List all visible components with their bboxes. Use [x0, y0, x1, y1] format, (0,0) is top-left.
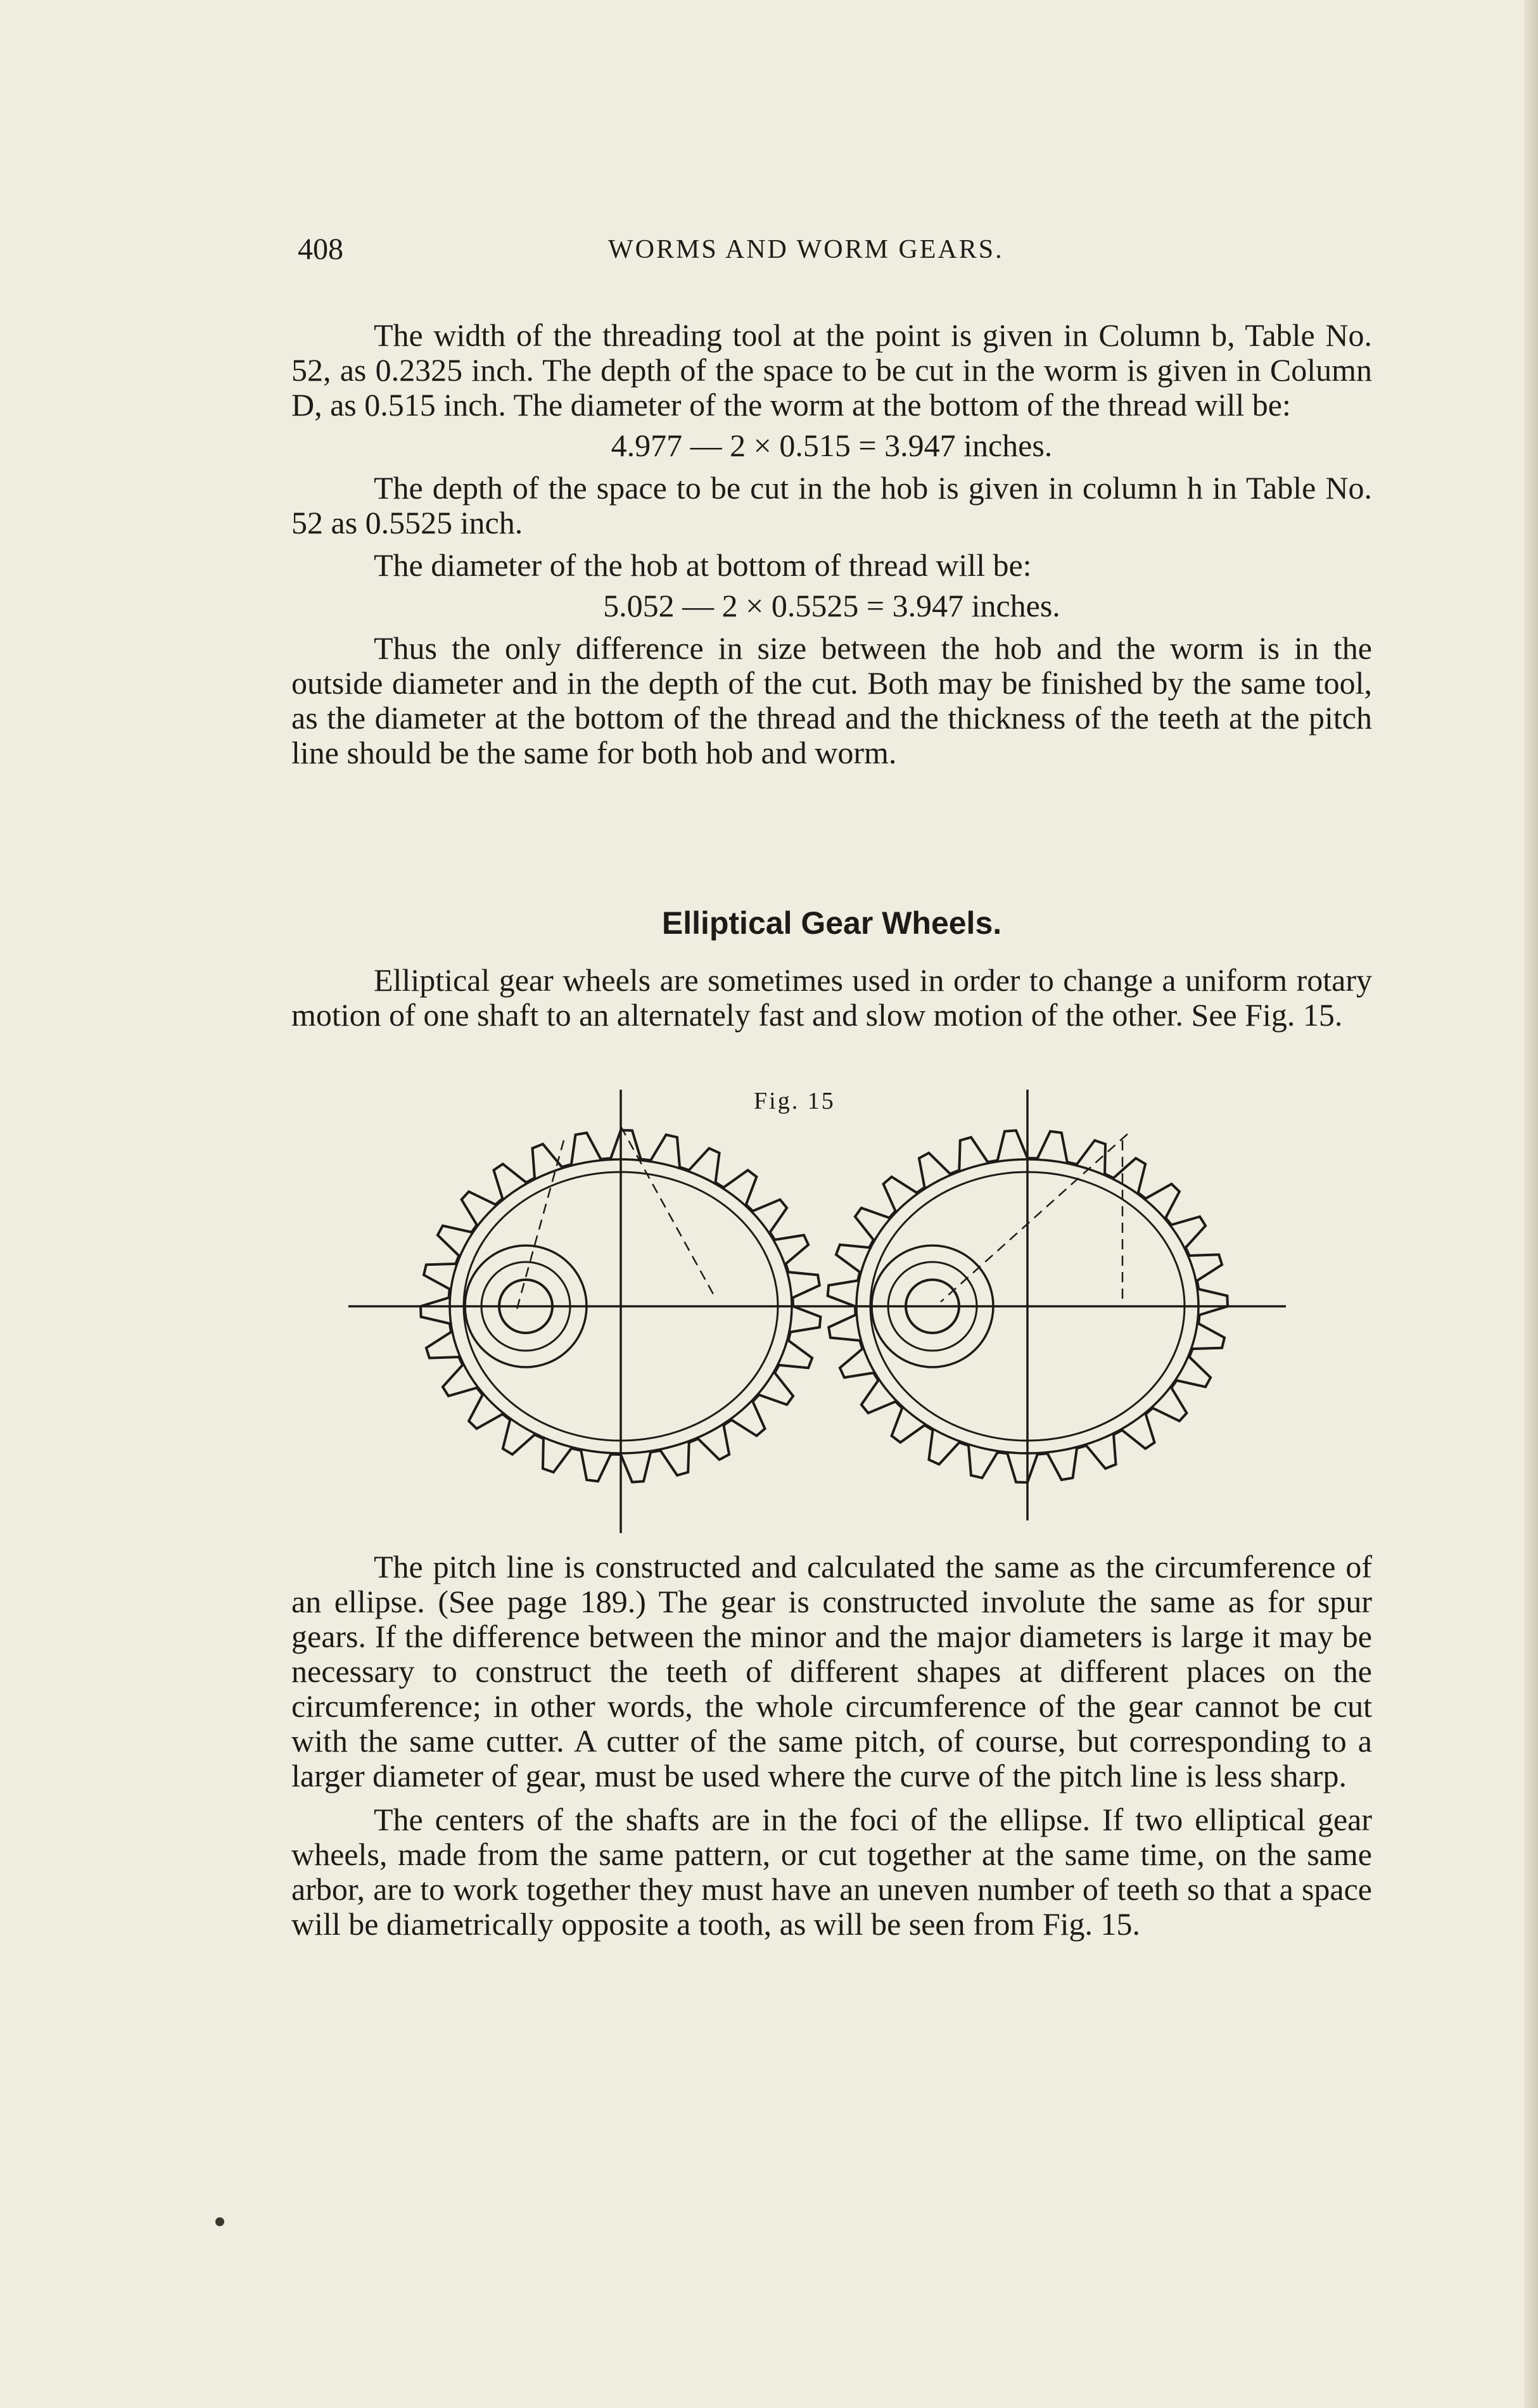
paragraph-elliptical-intro: Elliptical gear wheels are sometimes used in order to change a uniform rotary motion of one shaft to an alternately fast and slow motion of the other. See Fig. 15. — [291, 962, 1372, 1033]
text-block-worm — [291, 318, 1372, 770]
gear-right — [828, 1090, 1228, 1520]
section-heading: Elliptical Gear Wheels. — [661, 905, 1002, 941]
page-header — [298, 232, 1381, 276]
formula-hob-diameter: 5.052 — 2 × 0.5525 = 3.947 inches. — [603, 588, 1060, 623]
page-number: 408 — [298, 233, 343, 266]
paragraph-difference: Thus the only difference in size between the hob and the worm is in the outside diameter and in the depth of the cut. Both may be finished by the same tool, as the diameter at the bottom of the thread and the thickness of the teeth at the pitch line should be the same for both hob and worm. — [291, 630, 1372, 770]
running-head: WORMS AND WORM GEARS. — [608, 235, 1004, 264]
paragraph-hob-depth: The depth of the space to be cut in the hob is given in column h in Table No. 52 as 0.5525 inch. — [291, 470, 1372, 540]
ink-dot — [215, 2217, 224, 2226]
page-edge — [1524, 0, 1538, 2408]
text-block-elliptical-intro — [291, 963, 1372, 1033]
paragraph-shaft-centers: The centers of the shafts are in the foci of the ellipse. If two elliptical gear wheels, made from the same pattern, or cut together at the same time, on the same arbor, are to work together they must have an uneven number of teeth so that a space will be diametrically opposite a tooth, as will be seen from Fig. 15. — [291, 1802, 1372, 1942]
gear-left-focal-line-2 — [516, 1140, 564, 1311]
text-block-pitch-line — [291, 1550, 1372, 1942]
gear-left — [421, 1090, 820, 1533]
figure-label: Fig. 15 — [754, 1088, 836, 1114]
paragraph-hob-diameter: The diameter of the hob at bottom of thread will be: — [374, 547, 1032, 583]
paragraph-pitch-line: The pitch line is constructed and calculated the same as the circumference of an ellipse. (See page 189.) The gear is constructed involute the same as for spur gears. If the difference between the minor and the major diameters is large it may be necessary to construct the teeth of different shapes at different places on the circumference; in other words, the whole circumference of the gear cannot be cut with the same cutter. A cutter of the same pitch, of course, but corresponding to a larger diameter of gear, must be used where the curve of the pitch line is less sharp. — [291, 1549, 1372, 1793]
gear-left-focal-line-1 — [621, 1126, 716, 1299]
formula-worm-diameter: 4.977 — 2 × 0.515 = 3.947 inches. — [611, 428, 1053, 463]
paragraph-threading-tool: The width of the threading tool at the point is given in Column b, Table No. 52, as 0.2325 inch. The depth of the space to be cut in the worm is given in Column D, as 0.515 inch. The diameter of the worm at the bottom of the thread will be: — [291, 317, 1372, 423]
elliptical-gears-figure — [348, 1077, 1299, 1558]
